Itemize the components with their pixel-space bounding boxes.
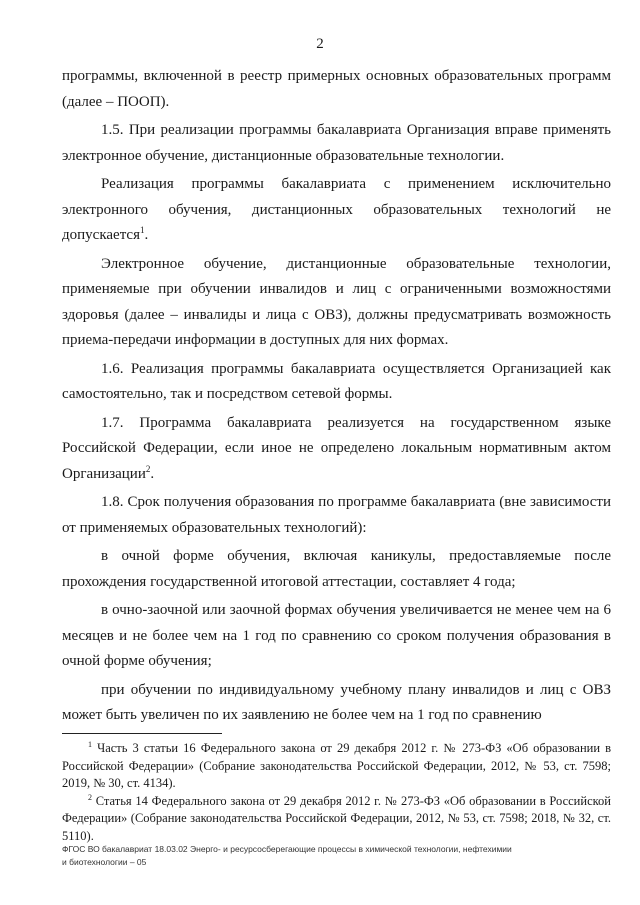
footnote-text: Статья 14 Федерального закона от 29 декабря 2012 г. № 273-ФЗ «Об образовании в Российской Федерации» (Собрание законодательства Российской Федерации, 2012, № 53, ст. 7598; 2018, № 32, ст. 5110).: [62, 793, 611, 843]
footnote-text: Часть 3 статьи 16 Федерального закона от 29 декабря 2012 г. № 273-ФЗ «Об образовании в Российской Федерации» (Собрание законодательства Российской Федерации, 2012, № 53, ст. 7598; 2019, № 30, ст. 4134).: [62, 741, 611, 790]
footer-line-2: и биотехнологии – 05: [62, 857, 147, 867]
paragraph-text: 1.7. Программа бакалавриата реализуется на государственном языке Российской Федерации, если иное не определено локальным нормативным актом Организации: [62, 414, 611, 482]
paragraph-distance-restriction: [62, 172, 611, 249]
footnote-2: [62, 793, 611, 846]
footnote-mark: 1: [88, 740, 92, 749]
paragraph-1-6: 1.6. Реализация программы бакалавриата осуществляется Организацией как самостоятельно, так и посредством сетевой формы.: [62, 360, 611, 402]
footer-line-1: ФГОС ВО бакалавриат 18.03.02 Энерго- и ресурсосберегающие процессы в химической технологии, нефтехимии: [62, 844, 512, 854]
paragraph-1-7: [62, 411, 611, 488]
page-number: 2: [316, 36, 324, 52]
document-body: [62, 64, 611, 731]
paragraph-end: .: [150, 465, 155, 482]
paragraph-end: .: [144, 227, 149, 243]
paragraph-1-5: 1.5. При реализации программы бакалавриата Организация вправе применять электронное обучение, дистанционные образовательные технологии.: [62, 122, 611, 164]
paragraph-full-time: в очной форме обучения, включая каникулы, предоставляемые после прохождения государственной итоговой аттестации, составляет 4 года;: [62, 548, 611, 590]
footnote-separator: [62, 733, 222, 734]
paragraph-disabled-access: Электронное обучение, дистанционные образовательные технологии, применяемые при обучении инвалидов и лиц с ограниченными возможностями здоровья (далее – инвалиды и лица с ОВЗ), должны предусматривать возможность приема-передачи информации в доступных для них формах.: [62, 255, 611, 348]
document-footer: [62, 843, 622, 869]
paragraph-individual-plan: при обучении по индивидуальному учебному плану инвалидов и лиц с ОВЗ может быть увеличен по их заявлению не более чем на 1 год по сравнению: [62, 681, 611, 723]
footnotes: [62, 740, 611, 845]
footnote-ref-1: 1: [140, 225, 145, 235]
paragraph-1-8: 1.8. Срок получения образования по программе бакалавриата (вне зависимости от применяемых образовательных технологий):: [62, 494, 611, 536]
paragraph-continuation: программы, включенной в реестр примерных основных образовательных программ (далее – ПООП).: [62, 68, 611, 110]
footnote-mark: 2: [88, 792, 92, 802]
paragraph-text: Реализация программы бакалавриата с применением исключительно электронного обучения, дистанционных образовательных технологий не допускается: [62, 176, 611, 243]
footnote-1: [62, 740, 611, 793]
paragraph-part-time: в очно-заочной или заочной формах обучения увеличивается не менее чем на 6 месяцев и не более чем на 1 год по сравнению со сроком получения образования в очной форме обучения;: [62, 602, 611, 669]
footnote-ref-2: 2: [145, 463, 151, 474]
